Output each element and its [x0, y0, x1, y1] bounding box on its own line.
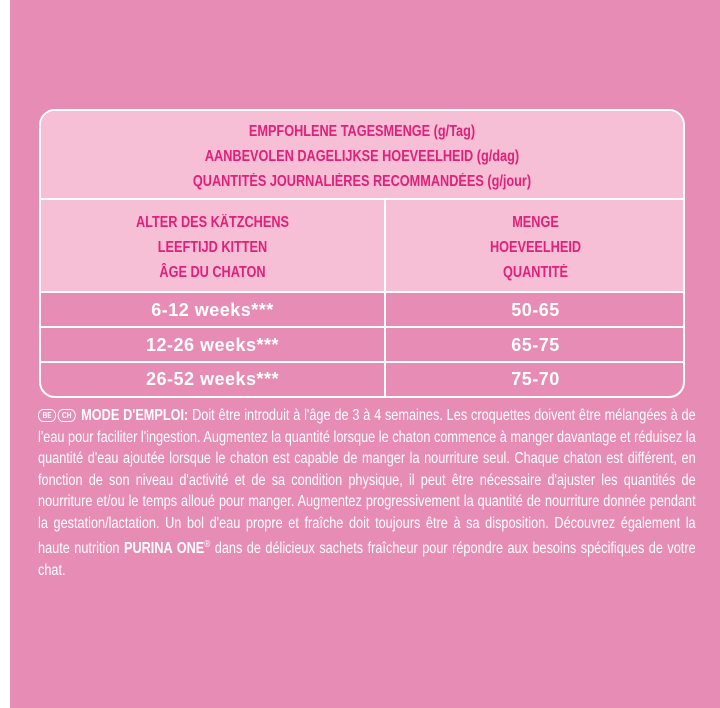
title-line-nl: AANBEVOLEN DAGELIJKSE HOEVEELHEID (g/dag) [204, 148, 520, 165]
age-header-de: ALTER DES KÄTZCHENS [135, 214, 289, 231]
table-column-headers [41, 200, 683, 293]
switzerland-flag-icon: CH [58, 409, 76, 422]
usage-instructions [38, 405, 696, 581]
instructions-text-2: dans de délicieux sachets fraîcheur pour répondre aux besoins spécifiques de votre chat. [38, 540, 696, 579]
age-header-nl: LEEFTIJD KITTEN [157, 239, 268, 256]
age-header-fr: ÂGE DU CHATON [159, 264, 266, 281]
table-row [41, 293, 683, 328]
table-title [41, 111, 683, 200]
age-cell: 12-26 weeks*** [41, 328, 386, 361]
table-row [41, 328, 683, 363]
title-line-de: EMPFOHLENE TAGESMENGE (g/Tag) [248, 123, 476, 140]
belgium-flag-icon: BE [38, 409, 56, 422]
brand-name: PURINA ONE [123, 540, 205, 558]
amount-cell: 50-65 [511, 300, 560, 320]
amount-cell: 65-75 [511, 335, 560, 355]
amount-cell: 75-70 [511, 369, 560, 389]
amount-header-de: MENGE [512, 214, 559, 231]
registered-mark: ® [204, 539, 211, 550]
age-column-header [41, 200, 386, 291]
title-line-fr: QUANTITÉS JOURNALIÈRES RECOMMANDÉES (g/jour) [192, 173, 532, 190]
amount-header-nl: HOEVEELHEID [489, 239, 582, 256]
amount-header-fr: QUANTITÉ [503, 264, 568, 281]
table-row [41, 363, 683, 396]
instructions-heading: MODE D'EMPLOI: [81, 407, 189, 424]
feeding-table [39, 109, 685, 398]
instructions-text-1: Doit être introduit à l'âge de 3 à 4 semaines. Les croquettes doivent être mélangées à de l'eau pour faciliter l'ingestion. Augmentez la quantité lorsque le chaton commence à manger davantage et réduisez la quantité d'eau ajoutée lorsque le chaton est capable de manger la nourriture seul. Chaque chaton est différent, en fonction de son niveau d'activité et de sa condition physique, il peut être nécessaire d'ajuster les quantités de nourriture et/ou le temps alloué pour manger. Augmentez progressivement la quantité de nourriture donnée pendant la gestation/lactation. Un bol d'eau propre et fraîche doit toujours être à sa disposition. Découvrez également la haute nutrition [38, 407, 696, 558]
age-cell: 26-52 weeks*** [41, 363, 386, 396]
age-cell: 6-12 weeks*** [41, 293, 386, 326]
amount-column-header [386, 200, 685, 291]
